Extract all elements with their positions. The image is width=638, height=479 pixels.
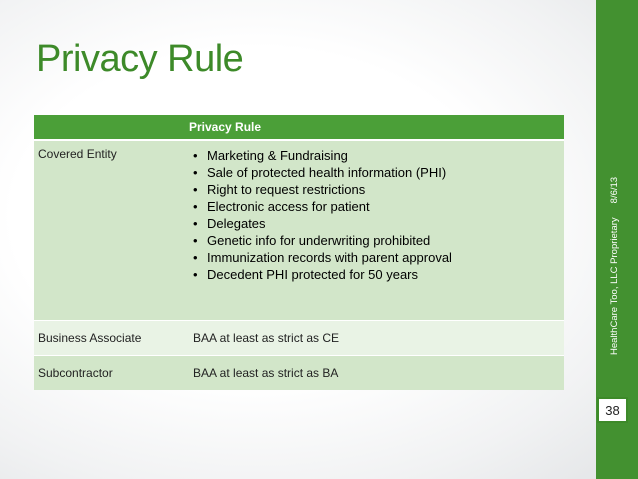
list-item: • Immunization records with parent approval [193,249,560,266]
header-cell-privacy-rule: Privacy Rule [185,115,564,140]
table-header-row [34,115,564,140]
privacy-rule-table [34,115,564,390]
list-item: • Marketing & Fundraising [193,147,560,164]
list-item: • Delegates [193,215,560,232]
table-row [34,356,564,391]
row-label-business-associate: Business Associate [34,321,185,356]
slide-title: Privacy Rule [36,38,244,80]
business-associate-value: BAA at least as strict as CE [185,321,564,356]
table-row [34,140,564,321]
list-item: • Decedent PHI protected for 50 years [193,266,560,283]
list-item: • Right to request restrictions [193,181,560,198]
side-footer [609,177,620,355]
bullet-list [193,147,560,283]
list-item: • Electronic access for patient [193,198,560,215]
row-label-covered-entity: Covered Entity [34,140,185,321]
list-item: • Genetic info for underwriting prohibited [193,232,560,249]
side-proprietary-label: HealthCare Too, LLC Proprietary [609,217,620,355]
covered-entity-bullets [185,140,564,321]
list-item: • Sale of protected health information (PHI) [193,164,560,181]
side-date: 8/6/13 [609,176,620,204]
table-row [34,321,564,356]
row-label-subcontractor: Subcontractor [34,356,185,391]
page-number: 38 [597,397,628,423]
header-cell-empty [34,115,185,140]
subcontractor-value: BAA at least as strict as BA [185,356,564,391]
